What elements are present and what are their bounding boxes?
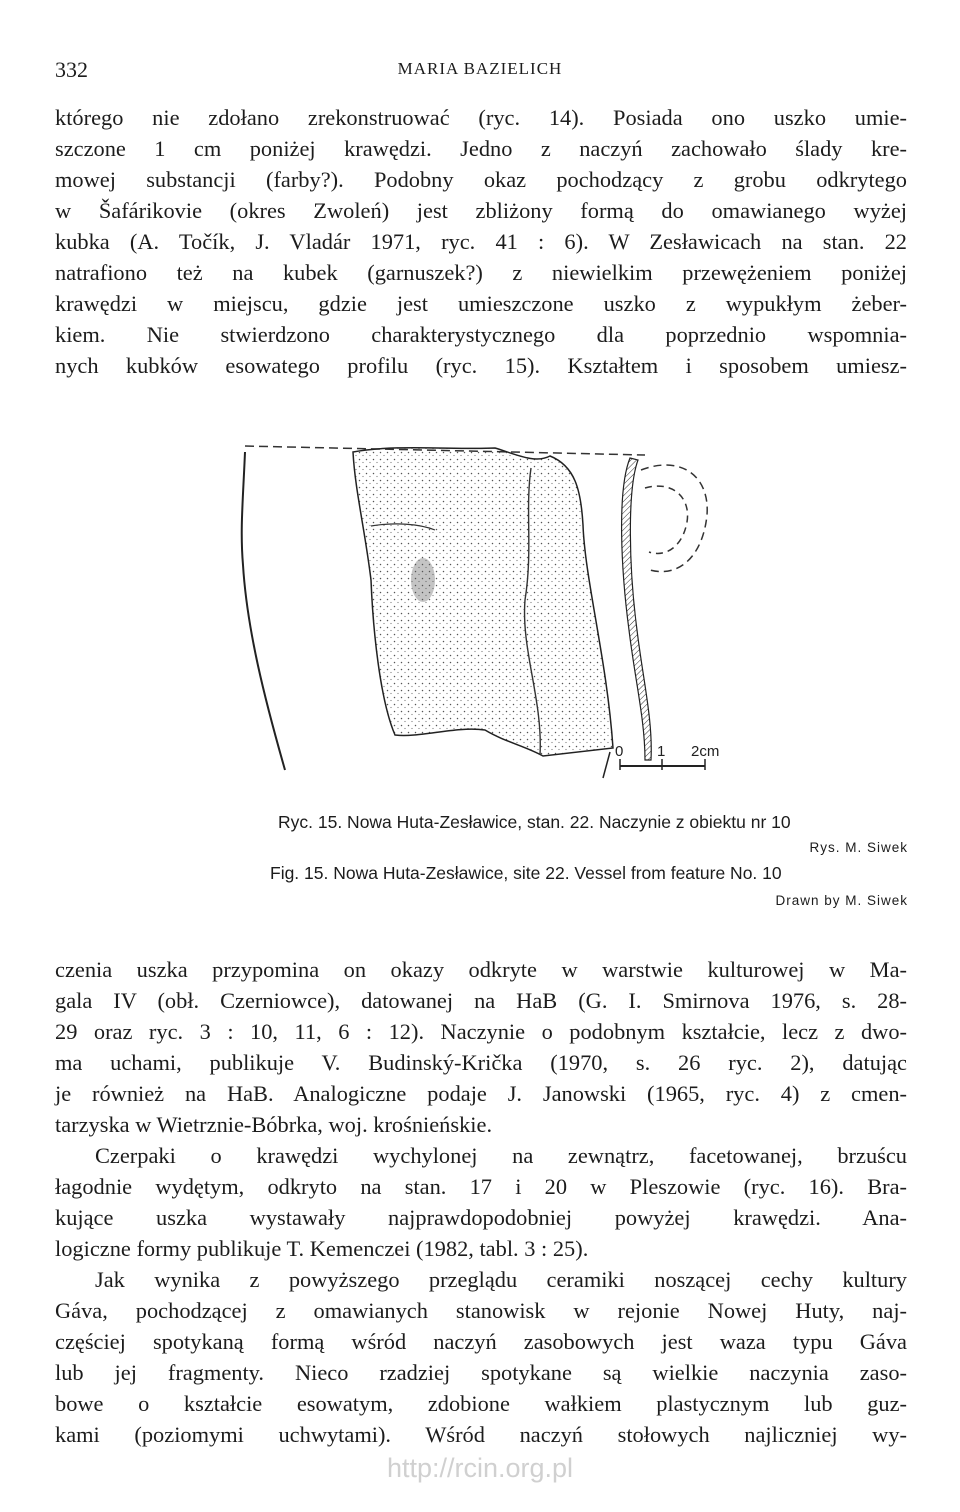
- text-line: Czerpaki o krawędzi wychylonej na zewnątrz, facetowanej, brzuścu: [95, 1143, 907, 1168]
- text-line: bowe o kształcie esowatym, zdobione wałkiem plastycznym lub guz-: [55, 1391, 907, 1416]
- text-line: częściej spotykaną formą wśród naczyń zasobowych jest waza typu Gáva: [55, 1329, 907, 1354]
- text-line: mowej substancji (farby?). Podobny okaz pochodzący z grobu odkrytego: [55, 167, 907, 192]
- scale-label-1: 1: [657, 743, 666, 760]
- text-line: tarzyska w Wietrznie-Bóbrka, woj. krośnieńskie.: [55, 1112, 493, 1137]
- text-line: nych kubków esowatego profilu (ryc. 15). Kształtem i sposobem umiesz-: [55, 353, 907, 378]
- page-number: 332: [55, 57, 88, 82]
- scale-label-2: 2cm: [691, 743, 720, 760]
- text-line: kujące uszka wystawały najprawdopodobniej powyżej krawędzi. Ana-: [55, 1205, 907, 1230]
- wall-section-profile: [622, 458, 652, 760]
- text-line: kubka (A. Točík, J. Vladár 1971, ryc. 41 : 6). W Zesławicach na stan. 22: [55, 229, 907, 254]
- text-line: natrafiono też na kubek (garnuszek?) z niewielkim przewężeniem poniżej: [55, 260, 907, 285]
- scale-label-0: 0: [615, 743, 624, 760]
- body-paragraph-2: [55, 1140, 907, 1264]
- figure-caption-polish: Ryc. 15. Nowa Huta-Zesławice, stan. 22. Naczynie z obiektu nr 10: [278, 812, 791, 832]
- sherd-shadow: [411, 558, 435, 602]
- handle-outer-outline: [641, 465, 707, 572]
- watermark-url: http://rcin.org.pl: [386, 1453, 574, 1483]
- vessel-drawing: [225, 430, 745, 810]
- figure-credit-english: Drawn by M. Siwek: [775, 893, 908, 908]
- vessel-drawing-figure: [225, 430, 745, 810]
- vessel-left-outline: [242, 452, 285, 770]
- body-paragraph-1: [55, 954, 907, 1140]
- text-line: którego nie zdołano zrekonstruować (ryc. 14). Posiada ono uszko umie-: [55, 105, 907, 130]
- text-line: kiem. Nie stwierdzono charakterystycznego dla poprzednio wspomnia-: [55, 322, 907, 347]
- text-line: szczone 1 cm poniżej krawędzi. Jedno z naczyń zachowało ślady kre-: [55, 136, 907, 161]
- text-line: je również na HaB. Analogiczne podaje J. Janowski (1965, ryc. 4) z cmen-: [55, 1081, 907, 1106]
- handle-inner-outline: [645, 486, 688, 553]
- text-line: lub jej fragmenty. Nieco rzadziej spotykane są wielkie naczynia zaso-: [55, 1360, 907, 1385]
- text-line: Jak wynika z powyższego przeglądu ceramiki noszącej cechy kultury: [95, 1267, 907, 1292]
- text-line: 29 oraz ryc. 3 : 10, 11, 6 : 12). Naczynie o podobnym kształcie, lecz z dwo-: [55, 1019, 907, 1044]
- text-line: czenia uszka przypomina on okazy odkryte w warstwie kulturowej w Ma-: [55, 957, 907, 982]
- body-paragraph-3: [55, 1264, 907, 1450]
- text-line: Gáva, pochodzącej z omawianych stanowisk w rejonie Nowej Huty, naj-: [55, 1298, 907, 1323]
- base-stroke: [603, 752, 610, 778]
- figure-credit-polish: Rys. M. Siwek: [809, 840, 908, 855]
- text-line: kami (poziomymi uchwytami). Wśród naczyń stołowych najliczniej wy-: [55, 1422, 907, 1447]
- text-line: gala IV (obł. Czerniowce), datowanej na HaB (G. I. Smirnova 1976, s. 28-: [55, 988, 907, 1013]
- figure-caption-english: Fig. 15. Nowa Huta-Zesławice, site 22. Vessel from feature No. 10: [270, 863, 782, 883]
- body-paragraph-top: [55, 102, 907, 381]
- text-line: krawędzi w miejscu, gdzie jest umieszczone uszko z wypukłym żeber-: [55, 291, 907, 316]
- text-line: ma uchami, publikuje V. Budinský-Krička (1970, s. 26 ryc. 2), datując: [55, 1050, 907, 1075]
- running-head: MARIA BAZIELICH: [397, 59, 563, 78]
- text-line: łagodnie wydętym, odkryto na stan. 17 i 20 w Pleszowie (ryc. 16). Bra-: [55, 1174, 907, 1199]
- text-line: w Šafárikovie (okres Zwoleń) jest zbliżony formą do omawianego wyżej: [55, 198, 907, 223]
- text-line: logiczne formy publikuje T. Kemenczei (1982, tabl. 3 : 25).: [55, 1236, 589, 1261]
- preserved-sherd: [353, 448, 613, 756]
